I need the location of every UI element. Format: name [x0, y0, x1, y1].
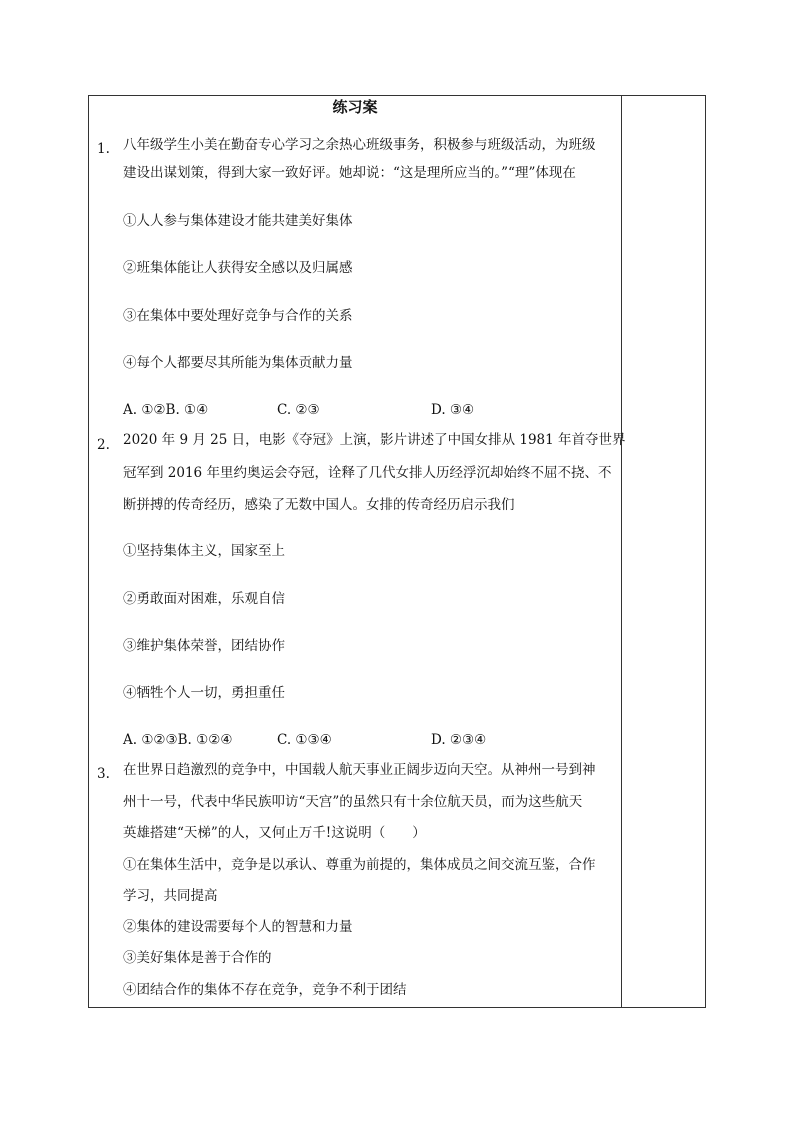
q2-option-1: ①坚持集体主义，国家至上: [123, 543, 285, 559]
q2-choice-ab: A. ①②③B. ①②④: [123, 732, 233, 748]
q1-choice-ab: A. ①②B. ①④: [123, 402, 209, 418]
q1-stem-line2: 建设出谋划策，得到大家一致好评。她却说：“这是理所应当的。”“理”体现在: [123, 165, 576, 181]
q2-choice-d: D. ②③④: [431, 732, 487, 748]
exercise-table: [88, 95, 706, 1008]
q3-stem-line3: 英雄搭建“天梯”的人，又何止万千!这说明（ ）: [123, 825, 426, 841]
q1-stem-line1: 八年级学生小美在勤奋专心学习之余热心班级事务，积极参与班级活动，为班级: [123, 137, 596, 153]
q2-option-2: ②勇敢面对困难，乐观自信: [123, 591, 285, 607]
q2-option-4: ④牺牲个人一切，勇担重任: [123, 685, 285, 701]
q3-option-4: ④团结合作的集体不存在竞争，竞争不利于团结: [123, 982, 407, 998]
q2-stem-line1: 2020 年 9 月 25 日，电影《夺冠》上演，影片讲述了中国女排从 1981 年首夺世界: [123, 432, 626, 448]
q1-number: 1.: [97, 141, 110, 157]
q1-option-4: ④每个人都要尽其所能为集体贡献力量: [123, 355, 353, 371]
q2-number: 2.: [97, 437, 110, 453]
q2-stem-line3: 断拼搏的传奇经历，感染了无数中国人。女排的传奇经历启示我们: [123, 497, 515, 513]
q3-stem-line1: 在世界日趋激烈的竞争中，中国载人航天事业正阔步迈向天空。从神州一号到神: [123, 762, 596, 778]
q3-option-2: ②集体的建设需要每个人的智慧和力量: [123, 919, 353, 935]
q1-choice-c: C. ②③: [277, 402, 320, 418]
q3-option-3: ③美好集体是善于合作的: [123, 950, 272, 966]
q1-option-3: ③在集体中要处理好竞争与合作的关系: [123, 308, 353, 324]
q3-number: 3.: [97, 766, 110, 782]
q2-option-3: ③维护集体荣誉，团结协作: [123, 638, 285, 654]
q3-stem-line2: 州十一号，代表中华民族叩访“天宫”的虽然只有十余位航天员，而为这些航天: [123, 794, 583, 810]
q3-option-1-line2: 学习，共同提高: [123, 888, 218, 904]
q1-option-2: ②班集体能让人获得安全感以及归属感: [123, 260, 353, 276]
column-divider: [621, 96, 622, 1007]
q1-choice-d: D. ③④: [431, 402, 475, 418]
page-title: 练习案: [332, 98, 378, 116]
q2-choice-c: C. ①③④: [277, 732, 332, 748]
q3-option-1-line1: ①在集体生活中，竞争是以承认、尊重为前提的，集体成员之间交流互鉴，合作: [123, 857, 596, 873]
q1-option-1: ①人人参与集体建设才能共建美好集体: [123, 213, 353, 229]
q2-stem-line2: 冠军到 2016 年里约奥运会夺冠，诠释了几代女排人历经浮沉却始终不屈不挠、不: [123, 465, 612, 481]
